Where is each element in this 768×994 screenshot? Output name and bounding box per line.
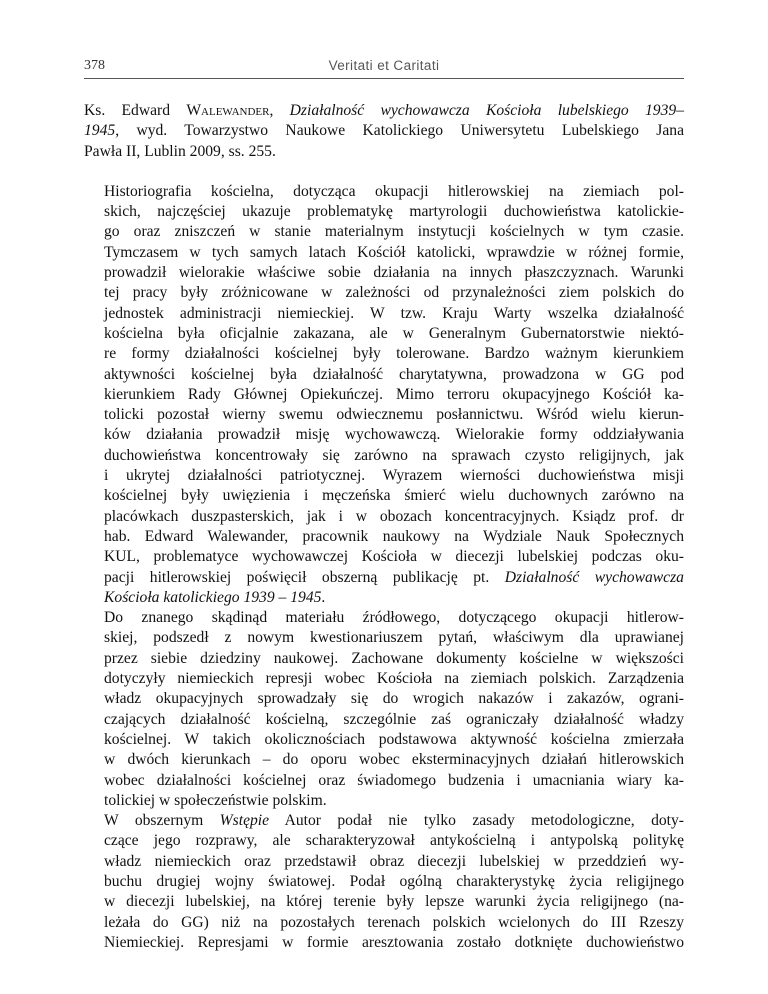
book-title-italic: Działalność wychowawcza xyxy=(504,568,684,586)
paragraph-1 xyxy=(84,182,684,608)
text-line: leżała do GG) niż na pozostałych terenach polskich wcielonych do III Rzeszy xyxy=(104,913,684,931)
text-line xyxy=(84,568,684,588)
citation-title-cont: 1945 xyxy=(84,122,116,140)
citation-author-prefix: Ks. Edward xyxy=(84,102,187,119)
text-segment: W obszernym xyxy=(104,812,220,830)
paragraph-3 xyxy=(84,811,684,953)
text-line: ków działania prowadził misję wychowawczą. Wielorakie formy oddziaływania xyxy=(104,426,684,444)
text-line: Niemieckiej. Represjami w formie aresztowania zostało dotknięte duchowieństwo xyxy=(104,933,684,951)
text-line: hab. Edward Walewander, pracownik naukowy na Wydziale Nauk Społecznych xyxy=(104,527,684,545)
page-number: 378 xyxy=(84,58,105,73)
text-line: jednostek administracji niemieckiej. W tzw. Kraju Warty wszelka działalność xyxy=(104,304,684,322)
text-line: w dwóch kierunkach – do oporu wobec eksterminacyjnych działań hitlerowskich xyxy=(104,751,684,769)
text-line: w diecezji lubelskiej, na której terenie były lepsze warunki życia religijnego (na- xyxy=(104,893,684,911)
text-line: tej pracy były zróżnicowane w zależności od przynależności ziem polskich do xyxy=(104,284,684,302)
citation-title: Działalność wychowawcza Kościoła lubelskiego 1939– xyxy=(289,102,684,119)
text-line: tolickiej w społeczeństwie polskim. xyxy=(104,791,327,809)
text-line: władz okupacyjnych sprowadzały się do wrogich nakazów i zakazów, ograni- xyxy=(104,690,684,708)
journal-title: Veritati et Caritati xyxy=(328,58,440,73)
text-line: władz niemieckich oraz przedstawił obraz diecezji lubelskiej w przeddzień wy- xyxy=(104,852,684,870)
text-line: duchowieństwa koncentrowały się zarówno na sprawach czysto religijnych, jak xyxy=(104,446,684,464)
text-line: aktywności kościelnej była działalność charytatywna, prowadzona w GG pod xyxy=(104,365,684,383)
page-body xyxy=(84,56,684,953)
text-line: Tymczasem w tych samych latach Kościół katolicki, wprawdzie w różnej formie, xyxy=(104,243,684,261)
text-line: czających działalność kościelną, szczególnie zaś ograniczały działalność władzy xyxy=(104,710,684,728)
text-line: prowadził wielorakie właściwe sobie działania na innych płaszczyznach. Warunki xyxy=(104,264,684,282)
text-segment: . xyxy=(321,588,326,606)
running-head xyxy=(84,56,684,79)
text-line: kierunkiem Rady Głównej Opiekuńczej. Mimo terroru okupacyjnego Kościół ka- xyxy=(104,385,684,403)
section-title-italic: Wstępie xyxy=(219,812,270,830)
text-line: go oraz zniszczeń w stanie materialnym instytucji kościelnych w tym czasie. xyxy=(104,223,684,241)
citation-publisher: , wyd. Towarzystwo Naukowe Katolickiego Uniwersytetu Lubelskiego Jana xyxy=(115,122,684,140)
text-line: wobec działalności kościelnej oraz świadomego budzenia i umacniania wiary ka- xyxy=(104,771,684,789)
text-line: skich, najczęściej ukazuje problematykę martyrologii duchowieństwa katolickie- xyxy=(104,203,684,221)
text-line: kościelnej były uwięzienia i męczeńska śmierć wielu duchownych zarówno na xyxy=(104,487,684,505)
citation-line: Ks. Edward Walewander, Działalność wychowawcza Kościoła lubelskiego 1939– xyxy=(84,102,684,119)
text-line: przez siebie dziedziny naukowej. Zachowane dokumenty kościelne w większości xyxy=(104,649,684,667)
text-line: tolicki pozostał wierny swemu odwiecznemu posłannictwu. Wśród wielu kierun- xyxy=(104,406,684,424)
text-line: kościelnej. W takich okolicznościach podstawowa aktywność kościelna zmierzała xyxy=(104,730,684,748)
text-line: dotyczyły niemieckich represji wobec Kościoła na ziemiach polskich. Zarządzenia xyxy=(104,670,684,688)
text-line: buchu drugiej wojny światowej. Podał ogólną charakterystykę życia religijnego xyxy=(104,872,684,890)
paragraph-2 xyxy=(84,608,684,811)
text-segment: Autor podał nie tylko zasady metodologiczne, doty- xyxy=(269,812,684,830)
book-title-italic: Kościoła katolickiego 1939 – 1945 xyxy=(104,588,322,606)
text-line xyxy=(84,588,684,608)
text-line: i ukrytej działalności patriotycznej. Wyrazem wierności duchowieństwa misji xyxy=(104,467,684,485)
text-line: skiej, podszedł z nowym kwestionariuszem pytań, właściwym dla uprawianej xyxy=(104,629,684,647)
text-line xyxy=(84,811,684,831)
text-segment: pacji hitlerowskiej poświęcił obszerną publikację pt. xyxy=(104,568,505,586)
text-line: Do znanego skądinąd materiału źródłowego, dotyczącego okupacji hitlerow- xyxy=(104,609,684,627)
citation-author-surname: Walewander xyxy=(186,102,270,119)
text-line: Historiografia kościelna, dotycząca okupacji hitlerowskiej na ziemiach pol- xyxy=(104,182,684,200)
text-line: czące jego rozprawy, ale scharakteryzował antykościelną i antypolską politykę xyxy=(104,832,684,850)
review-body xyxy=(84,182,684,953)
text-line: KUL, problematyce wychowawczej Kościoła w diecezji lubelskiej podczas oku- xyxy=(104,548,684,566)
text-line: placówkach duszpasterskich, jak i w obozach koncentracyjnych. Ksiądz prof. dr xyxy=(104,507,684,525)
book-citation xyxy=(84,101,684,162)
text-line: re formy działalności kościelnej były tolerowane. Bardzo ważnym kierunkiem xyxy=(104,345,684,363)
text-line: kościelna była oficjalnie zakazana, ale w Generalnym Gubernatorstwie niektó- xyxy=(104,324,684,342)
citation-line xyxy=(84,121,684,141)
citation-line: Pawła II, Lublin 2009, ss. 255. xyxy=(84,142,276,160)
